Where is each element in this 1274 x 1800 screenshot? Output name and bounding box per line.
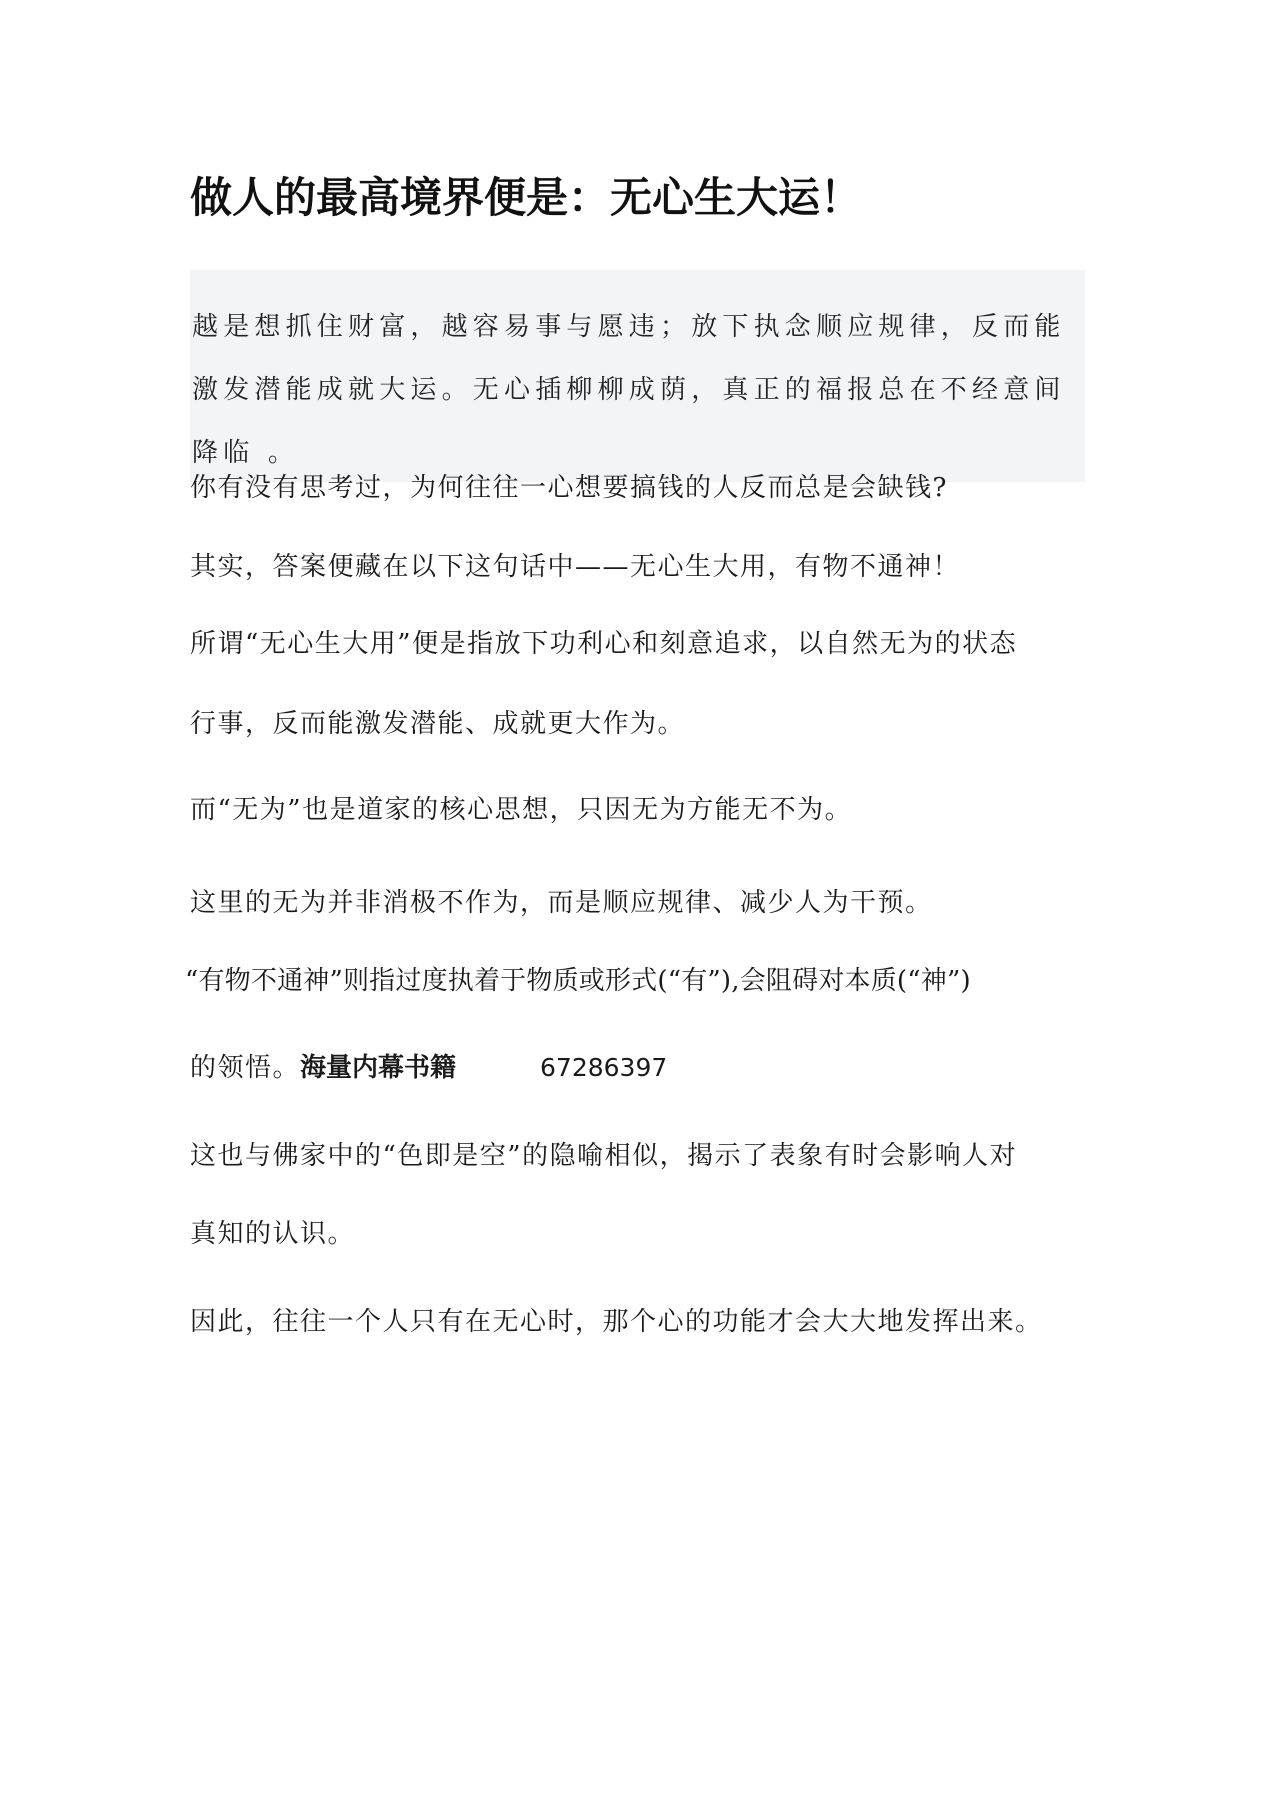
paragraph-6-text: 的领悟。: [190, 1053, 301, 1083]
summary-text: 越是想抓住财富，越容易事与愿违；放下执念顺应规律，反而能激发潜能成就大运。无心插柳柳成荫，真正的福报总在不经意间降临 。: [192, 312, 1066, 468]
paragraph-7-line-2: 真知的认识。: [190, 1219, 356, 1249]
paragraph-7-line-1: 这也与佛家中的“色即是空”的隐喻相似，揭示了表象有时会影响人对: [190, 1141, 1018, 1171]
paragraph-4: 而“无为”也是道家的核心思想，只因无为方能无不为。: [190, 795, 853, 825]
promo-label: 海量内幕书籍: [300, 1053, 457, 1083]
paragraph-8: 因此，往往一个人只有在无心时，那个心的功能才会大大地发挥出来。: [190, 1307, 1043, 1337]
paragraph-6-line-2: [190, 1048, 1100, 1088]
paragraph-3-line-1: 所谓“无心生大用”便是指放下功利心和刻意追求，以自然无为的状态: [190, 629, 1018, 659]
paragraph-3-line-2: 行事，反而能激发潜能、成就更大作为。: [190, 709, 686, 739]
paragraph-5: 这里的无为并非消极不作为，而是顺应规律、减少人为干预。: [190, 888, 933, 918]
article-title: 做人的最高境界便是：无心生大运！: [190, 173, 863, 222]
promo-number: 67286397: [540, 1053, 668, 1082]
paragraph-1: 你有没有思考过，为何往往一心想要搞钱的人反而总是会缺钱?: [190, 473, 948, 503]
summary-box: [190, 270, 1085, 482]
paragraph-6-line-1: “有物不通神”则指过度执着于物质或形式(“有”),会阻碍对本质(“神”): [185, 966, 971, 996]
paragraph-2: 其实，答案便藏在以下这句话中——无心生大用，有物不通神！: [190, 552, 961, 582]
